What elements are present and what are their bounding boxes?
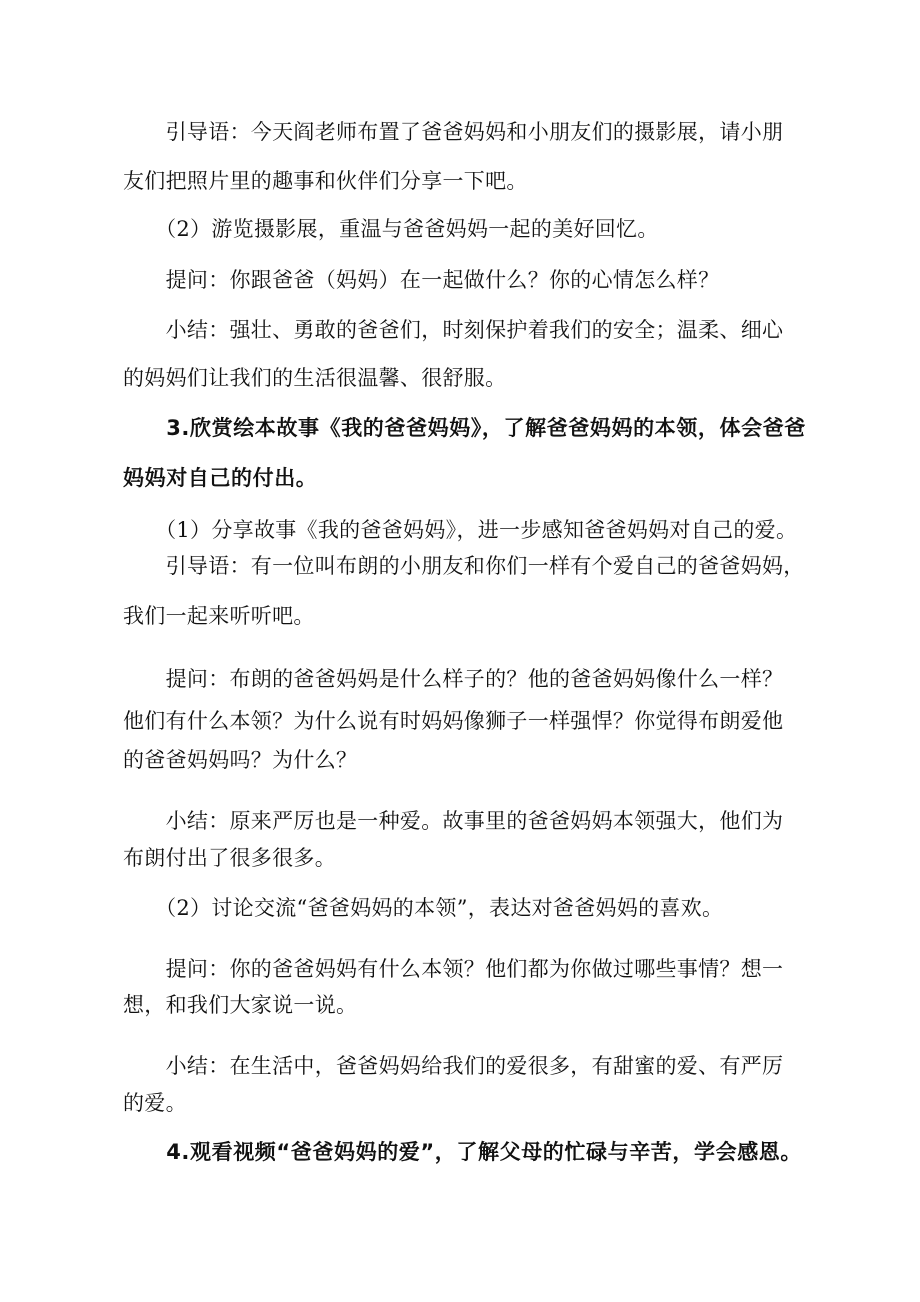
text-line-6: 的妈妈们让我们的生活很温馨、很舒服。 bbox=[123, 366, 507, 390]
section-heading-3-line-2: 妈妈对自己的付出。 bbox=[123, 466, 318, 490]
text-line-18: 提问：你的爸爸妈妈有什么本领？他们都为你做过哪些事情？想一 bbox=[123, 957, 784, 981]
text-line-4: 提问：你跟爸爸（妈妈）在一起做什么？你的心情怎么样？ bbox=[123, 268, 720, 292]
text-line-12: 提问：布朗的爸爸妈妈是什么样子的？他的爸爸妈妈像什么一样？ bbox=[123, 667, 784, 691]
text-line-11: 我们一起来听听吧。 bbox=[123, 604, 315, 628]
text-line-17: （2）讨论交流“爸爸妈妈的本领”，表达对爸爸妈妈的喜欢。 bbox=[123, 896, 724, 920]
text-line-15: 小结：原来严厉也是一种爱。故事里的爸爸妈妈本领强大，他们为 bbox=[123, 809, 784, 833]
section-heading-4: 4.观看视频“爸爸妈妈的爱”，了解父母的忙碌与辛苦，学会感恩。 bbox=[123, 1140, 802, 1164]
text-line-16: 布朗付出了很多很多。 bbox=[123, 846, 336, 870]
text-line-19: 想，和我们大家说一说。 bbox=[123, 993, 358, 1017]
text-line-2: 友们把照片里的趣事和伙伴们分享一下吧。 bbox=[123, 169, 528, 193]
text-line-14: 的爸爸妈妈吗？为什么？ bbox=[123, 748, 358, 772]
text-line-21: 的爱。 bbox=[123, 1091, 187, 1115]
text-line-3: （2）游览摄影展，重温与爸爸妈妈一起的美好回忆。 bbox=[123, 217, 659, 241]
text-line-1: 引导语：今天阎老师布置了爸爸妈妈和小朋友们的摄影展，请小朋 bbox=[123, 120, 784, 144]
text-line-5: 小结：强壮、勇敢的爸爸们，时刻保护着我们的安全；温柔、细心 bbox=[123, 318, 784, 342]
section-heading-3-line-1: 3.欣赏绘本故事《我的爸爸妈妈》，了解爸爸妈妈的本领，体会爸爸 bbox=[123, 416, 806, 440]
text-line-20: 小结：在生活中，爸爸妈妈给我们的爱很多，有甜蜜的爱、有严厉 bbox=[123, 1054, 784, 1078]
text-line-13: 他们有什么本领？为什么说有时妈妈像狮子一样强悍？你觉得布朗爱他 bbox=[123, 709, 784, 733]
text-line-9: （1）分享故事《我的爸爸妈妈》，进一步感知爸爸妈妈对自己的爱。 bbox=[123, 518, 798, 542]
text-line-10: 引导语：有一位叫布朗的小朋友和你们一样有个爱自己的爸爸妈妈， bbox=[123, 554, 805, 578]
